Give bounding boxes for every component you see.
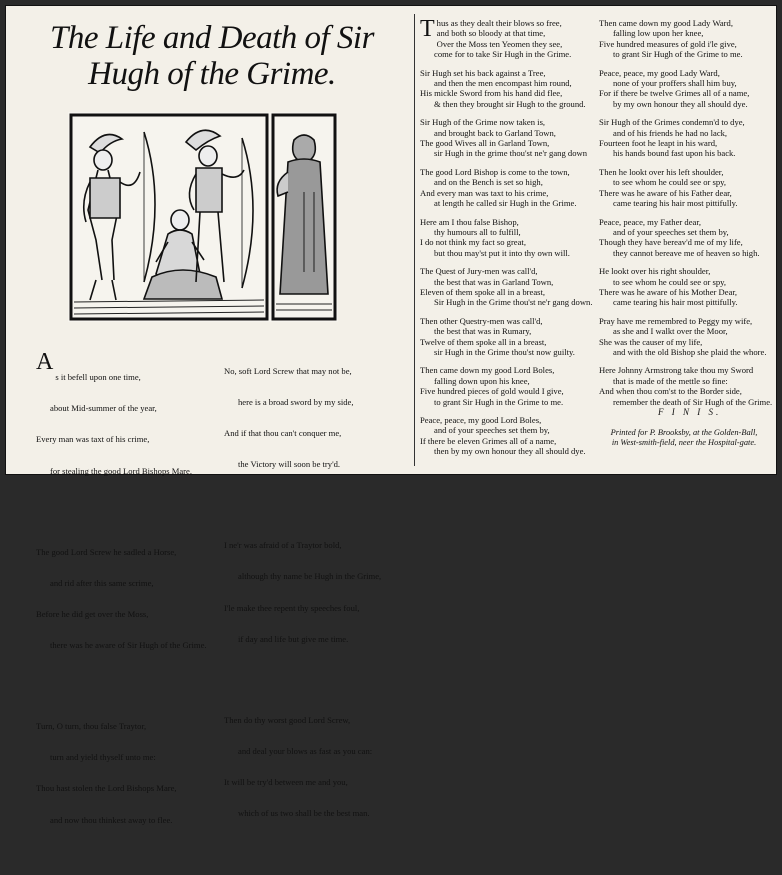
verse-line: and on the Bench is set so high, — [434, 177, 543, 188]
imprint-line: in West-smith-field, neer the Hospital-gate. — [611, 438, 757, 448]
verse-line: to grant Sir Hugh of the Grime to me. — [613, 49, 743, 60]
verse-line: by my own honour they all should dye. — [613, 98, 748, 109]
verse-line: There was he aware of his Mother Dear, — [599, 286, 738, 297]
verse-line: Peace, peace, my Father dear, — [599, 216, 702, 227]
title-line-2: Hugh of the Grime. — [88, 56, 336, 92]
verse-line: There was he aware of his Father dear, — [599, 187, 732, 198]
stanza — [224, 519, 381, 665]
verse-line: Five hundred measures of gold i'le give, — [599, 38, 737, 49]
verse-line: The Quest of Jury-men was call'd, — [420, 266, 538, 277]
verse-line: Turn, O turn, thou false Traytor, — [36, 721, 147, 732]
verse-line: If there be eleven Grimes all of a name, — [420, 435, 557, 446]
stanza — [420, 117, 592, 159]
verse-line: for stealing the good Lord Bishops Mare. — [50, 465, 193, 476]
verse-line: Before he did get over the Moss, — [36, 608, 149, 619]
stanza — [599, 316, 772, 358]
verse-line: Peace, peace, my good Lord Boles, — [420, 415, 542, 425]
stanza — [420, 316, 592, 358]
printer-imprint — [594, 428, 774, 448]
verse-line: And when thou com'st to the Border side, — [599, 386, 742, 397]
verse-line: It will be try'd between me and you, — [224, 777, 348, 788]
verse-line: Five hundred pieces of gold would I give, — [420, 386, 564, 397]
verse-line: which of us two shall be the best man. — [238, 808, 370, 819]
verse-line: and both so bloody at that time, — [436, 28, 546, 39]
verse-line: & then they brought sir Hugh to the ground. — [434, 98, 586, 109]
verse-line: Pray have me remembred to Peggy my wife, — [599, 315, 753, 326]
stanza — [599, 217, 772, 259]
verse-line: and of his friends he had no lack, — [613, 127, 728, 138]
stanza — [36, 526, 207, 672]
verse-line: and with the old Bishop she plaid the whore. — [613, 346, 767, 357]
column-divider — [414, 14, 415, 466]
verse-line: The good Wives all in Garland Town, — [420, 138, 550, 149]
verse-column-2 — [224, 324, 381, 868]
verse-line: his hands bound fast upon his back. — [613, 148, 736, 159]
stanza — [36, 341, 207, 497]
verse-line: He lookt over his right shoulder, — [599, 266, 711, 277]
woodcut-illustration — [68, 112, 338, 322]
stanza — [36, 700, 207, 846]
verse-line: and then the men encompast him round, — [434, 78, 572, 89]
stanza — [420, 167, 592, 209]
verse-line: Here Johnny Armstrong take thou my Sword — [599, 365, 754, 376]
verse-line: came tearing his hair most pittifully. — [613, 198, 738, 209]
verse-line: Twelve of them spoke all in a breast, — [420, 336, 547, 347]
verse-line: and of your speeches set them by, — [434, 425, 550, 436]
verse-line: and rid after this same scrime, — [50, 577, 154, 588]
verse-line: come for to take Sir Hugh in the Grime. — [434, 49, 572, 60]
verse-line: Sir Hugh of the Grimes condemn'd to dye, — [599, 117, 745, 128]
verse-line: I'le make thee repent thy speeches foul, — [224, 602, 360, 613]
verse-line: hus as they dealt their blows so free, — [436, 18, 562, 28]
stanza — [420, 266, 592, 308]
verse-line: the best that was in Garland Town, — [434, 276, 554, 287]
verse-line: I do not think my fact so great, — [420, 237, 526, 248]
verse-line: sir Hugh in the Grime thou'st now guilty. — [434, 346, 575, 357]
verse-line: the best that was in Rumary, — [434, 326, 532, 337]
verse-line: Fourteen foot he leapt in his ward, — [599, 138, 718, 149]
verse-line: the Victory will soon be try'd. — [238, 459, 341, 470]
verse-line: She was the causer of my life, — [599, 336, 703, 347]
verse-column-1 — [36, 320, 207, 875]
verse-line: Then he lookt over his left shoulder, — [599, 166, 724, 177]
stanza — [224, 694, 381, 840]
stanza — [224, 345, 381, 491]
imprint-line: Printed for P. Brooksby, at the Golden-Ball, — [610, 428, 758, 437]
verse-line: Over the Moss ten Yeomen they see, — [436, 38, 563, 49]
verse-line: and brought back to Garland Town, — [434, 127, 556, 138]
stanza — [599, 266, 772, 308]
verse-column-3 — [420, 18, 592, 465]
verse-line: turn and yield thyself unto me: — [50, 752, 156, 763]
verse-line: The good Lord Bishop is come to the town, — [420, 166, 570, 177]
stanza — [420, 68, 592, 110]
page-title — [20, 20, 404, 92]
verse-line: His mickle Sword from his hand did flee, — [420, 88, 563, 99]
verse-line: as she and I walkt over the Moor, — [613, 326, 728, 337]
stanza — [420, 217, 592, 259]
verse-line: Sir Hugh in the Grime thou'st ne'r gang down. — [434, 297, 593, 308]
verse-line: to grant Sir Hugh in the Grime to me. — [434, 396, 564, 407]
verse-line: remember the death of Sir Hugh of the Grime. — [613, 396, 773, 407]
verse-line: Though they have bereav'd me of my life, — [599, 237, 743, 248]
verse-line: Then do thy worst good Lord Screw, — [224, 714, 351, 725]
verse-line: I ne'r was afraid of a Traytor bold, — [224, 540, 342, 551]
stanza — [599, 117, 772, 159]
verse-line: The good Lord Screw he sadled a Horse, — [36, 546, 177, 557]
verse-column-4 — [599, 18, 772, 415]
verse-line: here is a broad sword by my side, — [238, 396, 354, 407]
verse-line: to see whom he could see or spy, — [613, 276, 727, 287]
verse-line: none of your proffers shall him buy, — [613, 78, 737, 89]
stanza — [420, 415, 592, 457]
verse-line: Sir Hugh set his back against a Tree, — [420, 67, 546, 78]
verse-line: about Mid-summer of the year, — [50, 403, 157, 414]
verse-line: although thy name be Hugh in the Grime, — [238, 571, 382, 582]
verse-line: came tearing his hair most pittifully. — [613, 297, 738, 308]
verse-line: Sir Hugh of the Grime now taken is, — [420, 117, 546, 128]
verse-line: but thou may'st put it into thy own will. — [434, 247, 570, 258]
stanza — [599, 68, 772, 110]
verse-line: Thou hast stolen the Lord Bishops Mare, — [36, 783, 177, 794]
verse-line: and now thou thinkest away to flee. — [50, 814, 173, 825]
verse-line: to see whom he could see or spy, — [613, 177, 727, 188]
verse-line: if day and life but give me time. — [238, 633, 349, 644]
stanza — [420, 18, 592, 60]
verse-line: No, soft Lord Screw that may not be, — [224, 365, 352, 376]
verse-line: And if that thou can't conquer me, — [224, 428, 342, 439]
verse-line: at length he called sir Hugh in the Grime. — [434, 198, 577, 209]
verse-line: s it befell upon one time, — [55, 372, 141, 383]
verse-line: that is made of the mettle so fine: — [613, 375, 728, 386]
verse-line: and deal your blows as fast as you can: — [238, 745, 373, 756]
verse-line: thy humours all to fulfill, — [434, 226, 521, 237]
verse-line: they cannot bereave me of heaven so high. — [613, 247, 760, 258]
verse-line: Then came down my good Lady Ward, — [599, 18, 733, 28]
verse-line: sir Hugh in the grime thou'st ne'r gang down — [434, 148, 587, 159]
verse-line: For if there be twelve Grimes all of a name, — [599, 88, 750, 99]
verse-line: and of your speeches set them by, — [613, 226, 729, 237]
stanza — [599, 365, 772, 407]
verse-line: there was he aware of Sir Hugh of the Grime. — [50, 640, 207, 651]
stanza — [420, 365, 592, 407]
verse-line: Then other Questry-men was call'd, — [420, 315, 543, 326]
verse-line: Then came down my good Lord Boles, — [420, 365, 555, 376]
verse-line: then by my own honour they all should dye. — [434, 446, 586, 457]
verse-line: Peace, peace, my good Lady Ward, — [599, 67, 720, 78]
verse-line: Eleven of them spoke all in a breast, — [420, 286, 546, 297]
stanza — [599, 18, 772, 60]
broadside-sheet — [5, 5, 777, 825]
finis-label: F I N I S. — [658, 407, 722, 417]
stanza — [599, 167, 772, 209]
drop-cap: A — [36, 349, 54, 376]
title-line-1: The Life and Death of Sir — [50, 20, 374, 56]
verse-line: And every man was taxt to his crime, — [420, 187, 549, 198]
drop-cap: T — [420, 16, 435, 42]
verse-line: falling low upon her knee, — [613, 28, 704, 39]
verse-line: Here am I thou false Bishop, — [420, 216, 519, 227]
verse-line: falling down upon his knee, — [434, 375, 530, 386]
verse-line: Every man was taxt of his crime, — [36, 434, 150, 445]
